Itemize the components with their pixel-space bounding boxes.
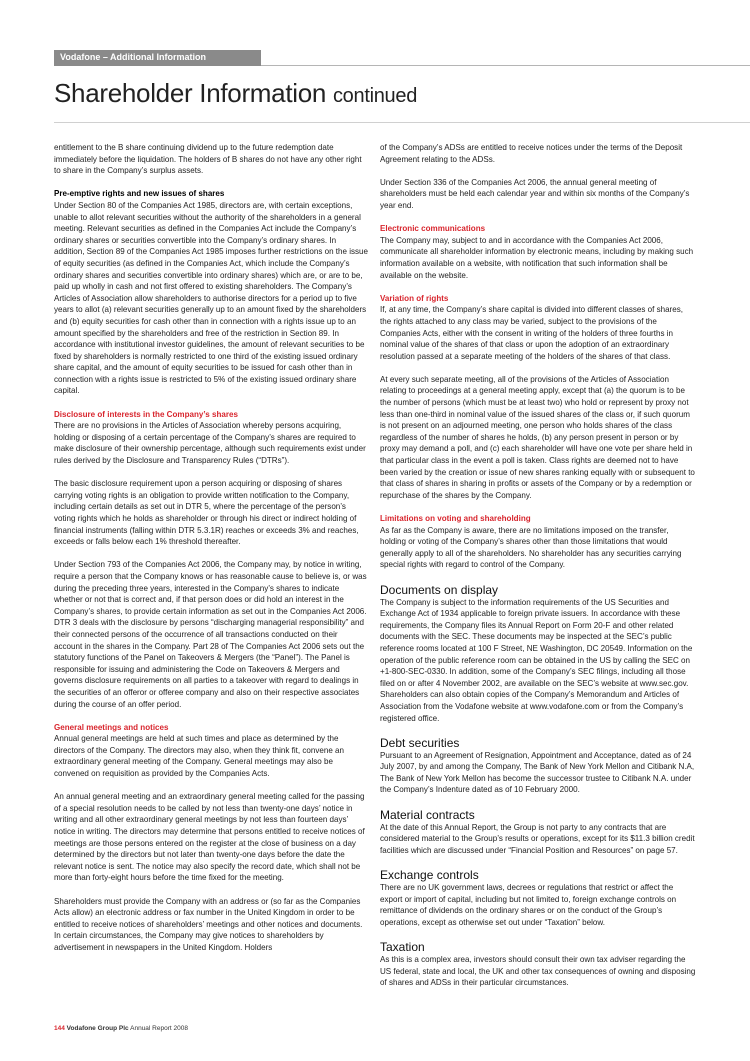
paragraph: An annual general meeting and an extraordinary general meeting called for the passing of a special resolution needs to be called by not less than twenty-one days’ notice in writing and all other extraordinary general meetings by not less than fourteen days’ notice in writing. The directors may determine that persons entitled to receive notices of meetings are those persons entered on the register at the close of business on a day determined by the directors but not later than twenty-one days before the date the relevant notice is sent. The notice may also specify the record date, which shall not be more than forty-eight hours before the time fixed for the meeting. bbox=[54, 792, 365, 883]
section-heading-disclosure: Disclosure of interests in the Company’s shares bbox=[54, 409, 238, 419]
section-heading-meetings: General meetings and notices bbox=[54, 722, 169, 732]
paragraph: As this is a complex area, investors should consult their own tax adviser regarding the US federal, state and local, the UK and other tax consequences of owning and disposing of shares and ADSs in their particular circumstances. bbox=[380, 955, 696, 988]
paragraph: At every such separate meeting, all of the provisions of the Articles of Association relating to proceedings at a general meeting apply, except that (a) the quorum is to be the number of persons (which must be at least two) who hold or represent by proxy not less than one-third in nominal value of the issued shares of the class or, if such quorum is not present on an adjourned meeting, one person who holds shares of the class regardless of the number of shares he holds, (b) any person present in person or by proxy may demand a poll, and (c) each shareholder will have one vote per share held in that particular class in the event a poll is taken. Class rights are deemed not to have been varied by the creation or issue of new shares ranking equally with or subsequent to that class of shares in sharing in profits or assets of the Company or by a redemption or repurchase of the shares by the Company. bbox=[380, 374, 695, 500]
right-column bbox=[380, 142, 696, 1000]
paragraph: Annual general meetings are held at such times and place as determined by the directors of the Company. The directors may also, when they think fit, convene an extraordinary general meeting of the Company. General meetings may also be convened on requisition as provided by the Companies Acts. bbox=[54, 734, 344, 779]
paragraph: Pursuant to an Agreement of Resignation, Appointment and Acceptance, dated as of 24 July 2007, by and among the Company, The Bank of New York Mellon and Citibank N.A, The Bank of New York Mellon has become the successor trustee to Citibank N.A. under the Company’s Indenture dated as of 10 February 2000. bbox=[380, 750, 695, 795]
section-heading-documents: Documents on display bbox=[380, 582, 499, 597]
section-heading-variation: Variation of rights bbox=[380, 293, 449, 303]
footer-report: Annual Report 2008 bbox=[130, 1025, 188, 1032]
page-number: 144 bbox=[54, 1025, 65, 1032]
section-heading-limitations: Limitations on voting and shareholding bbox=[380, 514, 531, 523]
paragraph: Shareholders must provide the Company with an address or (so far as the Companies Acts allow) an electronic address or fax number in the United Kingdom in order to be entitled to receive notices of shareholders’ meetings and other notices and documents. In certain circumstances, the Company may give notices to shareholders by advertisement in newspapers in the United Kingdom. Holders bbox=[54, 896, 363, 952]
section-heading-exchange: Exchange controls bbox=[380, 868, 479, 883]
paragraph: entitlement to the B share continuing dividend up to the future redemption date immediately before the liquidation. The holders of B shares do not have any other right to share in the Company’s surplus assets. bbox=[54, 143, 362, 176]
page-title-suffix: continued bbox=[332, 85, 418, 107]
paragraph: of the Company’s ADSs are entitled to receive notices under the terms of the Deposit Agreement relating to the ADSs. bbox=[380, 143, 683, 164]
paragraph: Under Section 80 of the Companies Act 1985, directors are, with certain exceptions, unable to allot relevant securities without the authority of the shareholders in a general meeting. Relevant securities as defined in the Companies Act include the Company’s ordinary shares or securities convertible into the Company’s ordinary shares. In addition, Section 89 of the Companies Act 1985 imposes further restrictions on the issue of equity securities (as defined in the Companies Act, which include the Company’s ordinary shares and securities convertible into ordinary shares) which are, or are to be, paid up wholly in cash and not first offered to existing shareholders. The Company’s Articles of Association allow shareholders to authorise directors for a period up to five years to allot (a) relevant securities generally up to an amount fixed by the shareholders and (b) equity securities for cash other than in connection with a rights issue up to an amount specified by the shareholders and free of the restriction in Section 89. In accordance with institutional investor guidelines, the amount of relevant securities to be fixed by shareholders is normally restricted to one third of the existing issued ordinary share capital, and the amount of equity securities to be issued for cash other than in connection with a rights issue is restricted to 5% of the existing issued ordinary share capital. bbox=[54, 200, 369, 396]
page-footer bbox=[54, 1025, 188, 1032]
section-heading-electronic: Electronic communications bbox=[380, 224, 486, 234]
page-title bbox=[54, 78, 417, 109]
paragraph: If, at any time, the Company’s share capital is divided into different classes of shares, the rights attached to any class may be varied, subject to the provisions of the Companies Acts, either with the consent in writing of the holders of three fourths in nominal value of the shares of that class or upon the adoption of an extraordinary resolution passed at a separate meeting of the holders of the shares of that class. bbox=[380, 305, 683, 361]
header-rule bbox=[261, 65, 750, 66]
paragraph: There are no UK government laws, decrees or regulations that restrict or affect the export or import of capital, including but not limited to, foreign exchange controls on remittance of dividends on the ordinary shares or on the conduct of the Group’s operations, except as otherwise set out under “Taxation” below. bbox=[380, 883, 677, 927]
footer-company: Vodafone Group Plc bbox=[66, 1025, 129, 1032]
paragraph: The basic disclosure requirement upon a person acquiring or disposing of shares carrying voting rights is an obligation to provide written notification to the Company, including certain details as set out in DTR 5, where the percentage of the person’s voting rights which he holds as shareholder or through his direct or indirect holding of financial instruments (falling within DTR 5.3.1R) reaches or exceeds 3% and reaches, exceeds or falls below each 1% threshold thereafter. bbox=[54, 479, 359, 547]
page-title-main: Shareholder Information bbox=[54, 78, 327, 108]
title-rule bbox=[54, 122, 750, 123]
section-heading-contracts: Material contracts bbox=[380, 807, 475, 822]
paragraph: The Company is subject to the information requirements of the US Securities and Exchange Act of 1934 applicable to foreign private issuers. In accordance with these requirements, the Company files its Annual Report on Form 20-F and other related documents with the SEC. These documents may be inspected at the SEC’s public reference rooms located at 100 F Street, NE Washington, DC 20549. Information on the operation of the public reference room can be obtained in the US by calling the SEC on +1-800-SEC-0330. In addition, some of the Company’s SEC filings, including all those filed on or after 4 November 2002, are available on the SEC’s website at www.sec.gov. Shareholders can also obtain copies of the Company’s Memorandum and Articles of Association from the Vodafone website at www.vodafone.com or from the Company’s registered office. bbox=[380, 597, 693, 723]
paragraph: Under Section 793 of the Companies Act 2006, the Company may, by notice in writing, require a person that the Company knows or has reasonable cause to believe is, or was during the preceding three years, interested in the Company’s shares to indicate whether or not that is correct and, if that person does or did hold an interest in the Company’s shares, to provide certain information as set out in the Companies Act 2006. DTR 3 deals with the disclosure by persons “discharging managerial responsibility” and their connected persons of the occurrence of all transactions conducted on their account in the shares in the Company. Part 28 of The Companies Act 2006 sets out the statutory functions of the Panel on Takeovers & Mergers (the “Panel”). The Panel is responsible for issuing and administering the Code on Takeovers & Mergers and governs disclosure requirements on all parties to a takeover with regard to dealings in the securities of an offeror or offeree company and also on their respective associates during the course of an offer period. bbox=[54, 560, 367, 709]
paragraph: As far as the Company is aware, there are no limitations imposed on the transfer, holding or voting of the Company’s shares other than those limitations that would generally apply to all of the shareholders. No shareholder has any securities carrying special rights with regard to control of the Company. bbox=[380, 525, 682, 570]
paragraph: The Company may, subject to and in accordance with the Companies Act 2006, communicate all shareholder information by electronic means, including by making such information available on a website, with notification that such information shall be available on the website. bbox=[380, 235, 694, 280]
section-heading-taxation: Taxation bbox=[380, 940, 425, 954]
section-heading-preemptive: Pre-emptive rights and new issues of shares bbox=[54, 189, 225, 199]
paragraph: At the date of this Annual Report, the Group is not party to any contracts that are considered material to the Group’s results or operations, except for its $11.3 billion credit facilities which are discussed under “Financial Position and Resources” on page 57. bbox=[380, 822, 695, 855]
paragraph: There are no provisions in the Articles of Association whereby persons acquiring, holding or disposing of a certain percentage of the Company’s shares are required to make disclosure of their ownership percentage, although such requirements exist under rules derived by the Disclosure and Transparency Rules (“DTRs”). bbox=[54, 421, 366, 466]
section-heading-debt: Debt securities bbox=[380, 735, 460, 750]
section-label: Vodafone – Additional Information bbox=[54, 50, 261, 66]
left-column bbox=[54, 142, 368, 965]
paragraph: Under Section 336 of the Companies Act 2006, the annual general meeting of shareholders must be held each calendar year and within six months of the Company’s year end. bbox=[380, 177, 690, 210]
